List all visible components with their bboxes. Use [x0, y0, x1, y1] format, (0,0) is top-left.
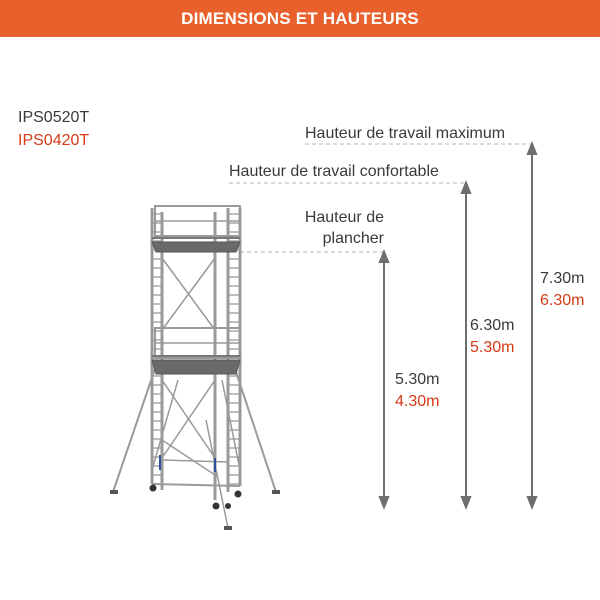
- floor-height-primary-value: 5.30m: [395, 371, 440, 388]
- model-primary: IPS0520T: [18, 109, 90, 126]
- floor-height-label: Hauteur de plancher: [304, 209, 384, 247]
- model-secondary: IPS0420T: [18, 132, 90, 149]
- comfortable-height-primary-value: 6.30m: [470, 317, 515, 334]
- max-height-secondary-value: 6.30m: [540, 292, 585, 309]
- header-title: DIMENSIONS ET HAUTEURS: [181, 8, 419, 28]
- max-height-label: Hauteur de travail maximum: [305, 125, 506, 142]
- scaffold-wheels: [110, 485, 280, 531]
- max-height-primary-value: 7.30m: [540, 270, 585, 287]
- comfortable-height-secondary-value: 5.30m: [470, 339, 515, 356]
- floor-height-secondary-value: 4.30m: [395, 393, 440, 410]
- scaffold-illustration: [113, 206, 276, 528]
- comfortable-height-label: Hauteur de travail confortable: [229, 163, 439, 180]
